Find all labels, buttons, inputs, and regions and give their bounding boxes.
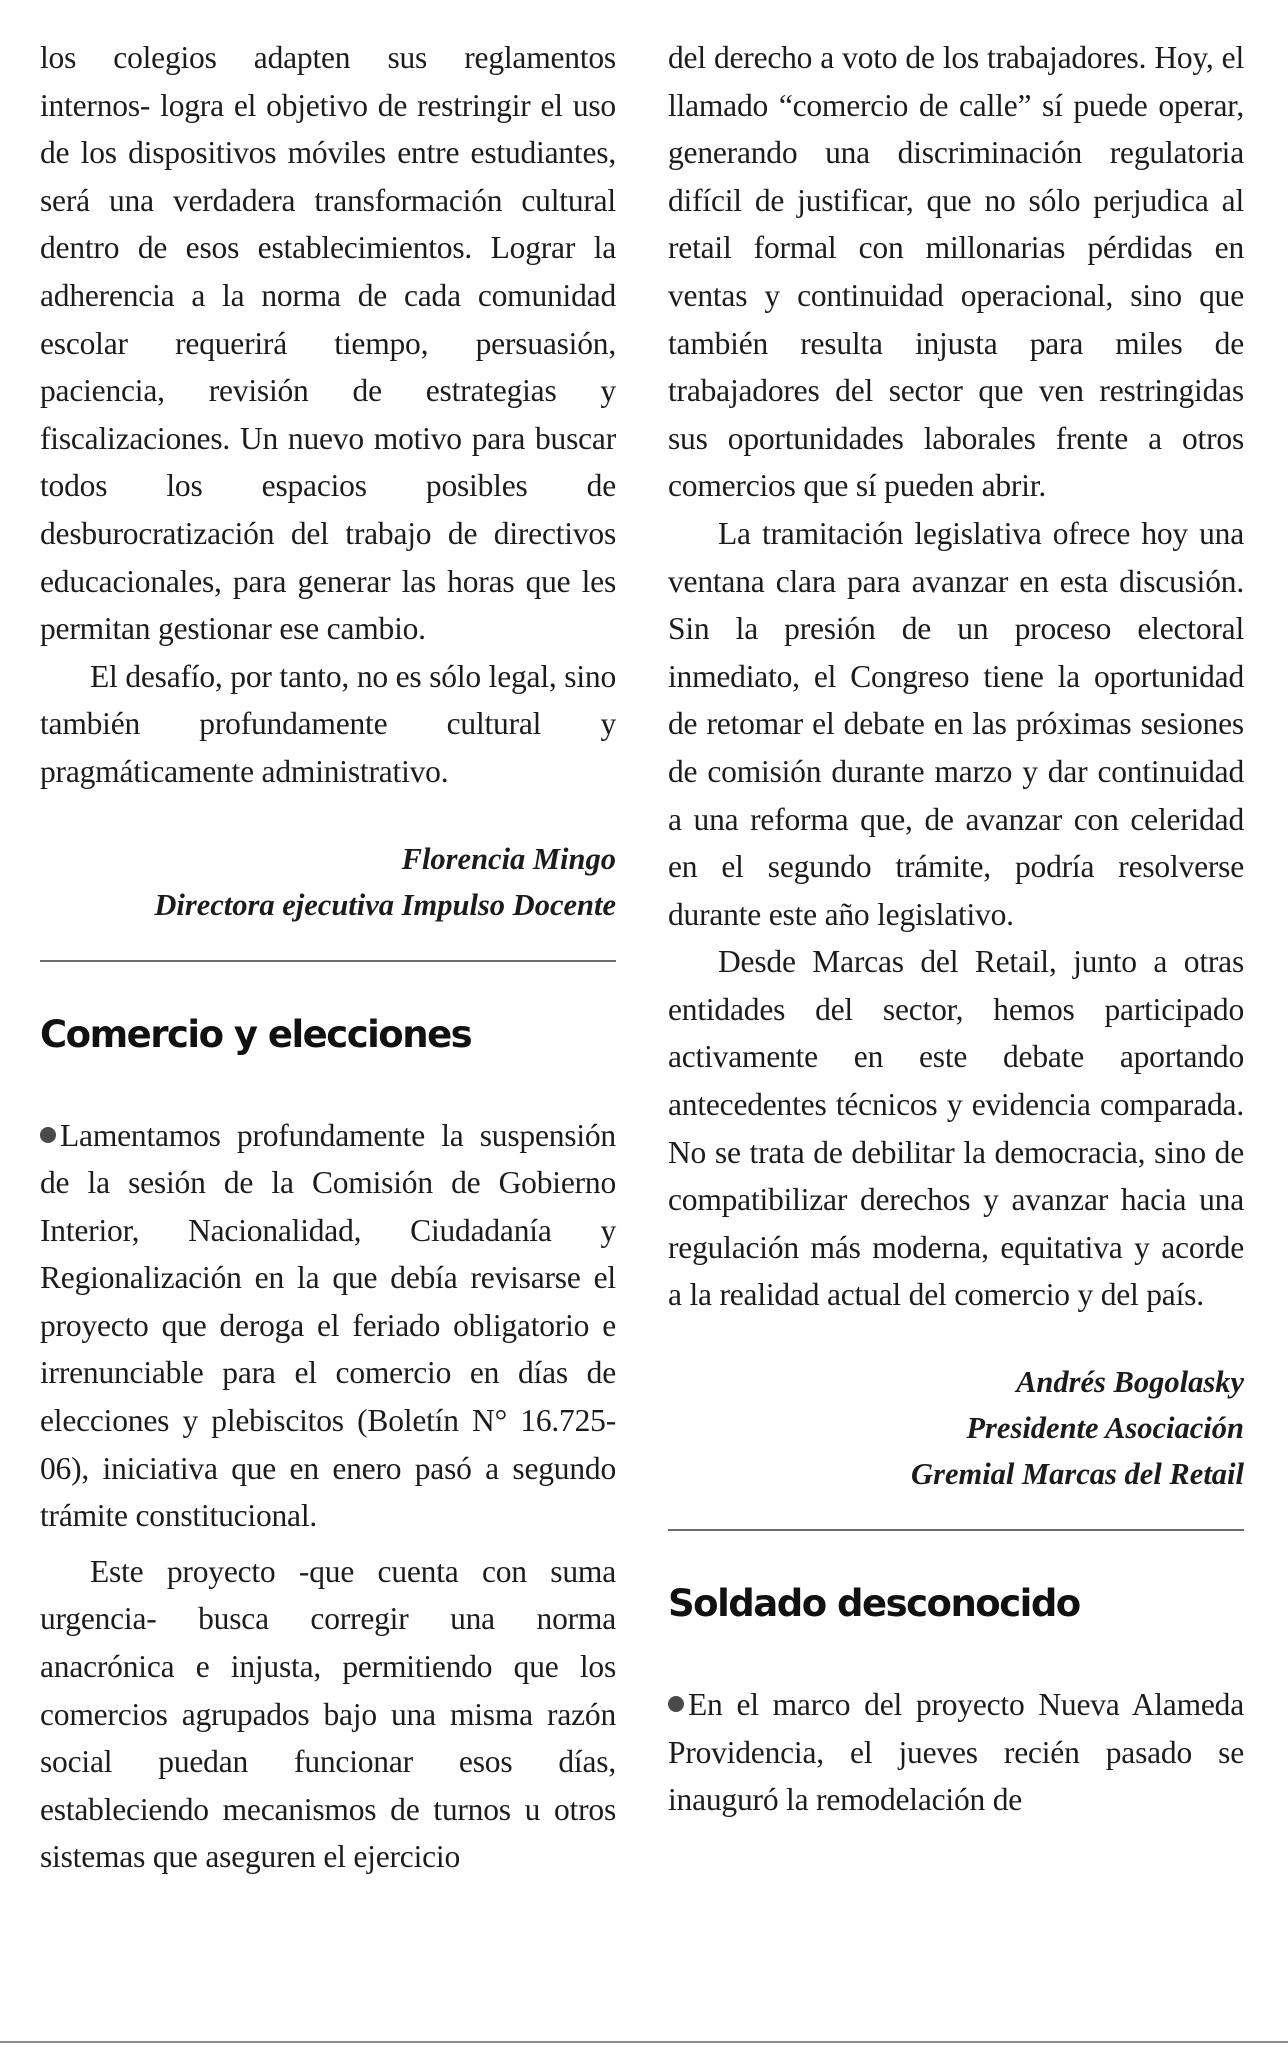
signature-name: Florencia Mingo bbox=[401, 841, 616, 876]
opening-paragraph: los colegios adapten sus reglamentos internos- logra el objetivo de restringir el uso de los dispositivos móviles entre estudiantes, será una verdadera transformación cultural dentro de esos establecimientos. Lograr la adherencia a la norma de cada comunidad escolar requerirá tiempo, persuasión, paciencia, revisión de estrategias y fiscalizaciones. Un nuevo motivo para buscar todos los espacios posibles de desburocratización del trabajo de directivos educacionales, para generar las horas que les permitan gestionar ese cambio. bbox=[40, 40, 616, 647]
letter-paragraph-1: En el marco del proyecto Nueva Alameda Providencia, el jueves recién pasado se inauguró la remodelación de bbox=[668, 1681, 1244, 1824]
signature-title-line-2: Gremial Marcas del Retail bbox=[911, 1457, 1244, 1492]
right-column bbox=[668, 34, 1244, 1824]
left-column bbox=[40, 34, 616, 1881]
letter-heading: Soldado desconocido bbox=[668, 1582, 1080, 1626]
letter-paragraph-1: Lamentamos profundamente la suspensión de la sesión de la Comisión de Gobierno Interior, Nacionalidad, Ciudadanía y Regionalización en la que debía revisarse el proyecto que deroga el feriado obligatorio e irrenunciable para el comercio en días de elecciones y plebiscitos (Boletín N° 16.725-06), iniciativa que en enero pasó a segundo trámite constitucional. bbox=[40, 1112, 616, 1540]
signature-block bbox=[668, 1359, 1244, 1497]
continued-paragraph: del derecho a voto de los trabajadores. Hoy, el llamado “comercio de calle” sí puede operar, generando una discriminación regulatoria difícil de justificar, que no sólo perjudica al retail formal con millonarias pérdidas en ventas y continuidad operacional, sino que también resulta injusta para miles de trabajadores del sector que ven restringidas sus oportunidades laborales frente a otros comercios que sí pueden abrir. bbox=[668, 40, 1244, 504]
section-divider bbox=[40, 960, 616, 962]
closing-paragraph: El desafío, por tanto, no es sólo legal, sino también profundamente cultural y pragmáticamente administrativo. bbox=[40, 658, 616, 789]
letter-paragraph-2: La tramitación legislativa ofrece hoy una ventana clara para avanzar en esta discusión. Sin la presión de un proceso electoral inmediato, el Congreso tiene la oportunidad de retomar el debate en las próximas sesiones de comisión durante marzo y dar continuidad a una reforma que, de avanzar con celeridad en el segundo trámite, podría resolverse durante este año legislativo. bbox=[668, 515, 1244, 932]
page-bottom-rule bbox=[0, 2041, 1288, 2043]
letter-paragraph-2: Este proyecto -que cuenta con suma urgencia- busca corregir una norma anacrónica e injusta, permitiendo que los comercios agrupados bajo una misma razón social puedan funcionar esos días, estableciendo mecanismos de turnos u otros sistemas que aseguren el ejercicio bbox=[40, 1553, 616, 1875]
signature-block bbox=[40, 836, 616, 928]
section-divider bbox=[668, 1529, 1244, 1531]
signature-name: Andrés Bogolasky bbox=[1016, 1365, 1244, 1400]
signature-title-line-1: Presidente Asociación bbox=[966, 1411, 1244, 1446]
letter-heading: Comercio y elecciones bbox=[40, 1012, 472, 1056]
letter-paragraph-3: Desde Marcas del Retail, junto a otras entidades del sector, hemos participado activamente en este debate aportando antecedentes técnicos y evidencia comparada. No se trata de debilitar la democracia, sino de compatibilizar derechos y avanzar hacia una regulación más moderna, equitativa y acorde a la realidad actual del comercio y del país. bbox=[668, 944, 1244, 1313]
signature-title: Directora ejecutiva Impulso Docente bbox=[154, 887, 616, 922]
